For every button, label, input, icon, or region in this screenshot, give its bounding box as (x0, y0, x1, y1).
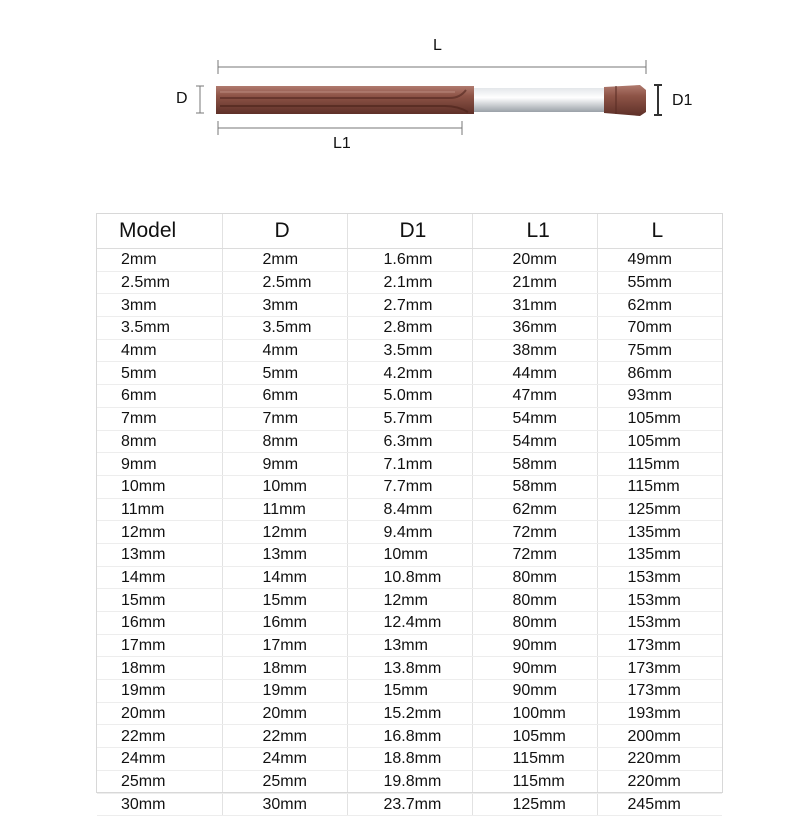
fluted-body (216, 86, 474, 114)
cell-model: 24mm (97, 748, 222, 771)
cell-d1: 2.1mm (347, 271, 472, 294)
cell-l1: 54mm (472, 430, 597, 453)
cell-d1: 18.8mm (347, 748, 472, 771)
cell-l1: 115mm (472, 748, 597, 771)
cell-d1: 6.3mm (347, 430, 472, 453)
cell-l1: 31mm (472, 294, 597, 317)
cell-l: 86mm (597, 362, 722, 385)
table-body (97, 249, 722, 816)
cell-model: 20mm (97, 702, 222, 725)
cell-d: 20mm (222, 702, 347, 725)
table-header-row (97, 214, 722, 249)
cell-l: 153mm (597, 612, 722, 635)
cell-l1: 90mm (472, 680, 597, 703)
cell-l1: 58mm (472, 453, 597, 476)
cell-l: 115mm (597, 453, 722, 476)
cell-d1: 23.7mm (347, 793, 472, 816)
cell-l1: 105mm (472, 725, 597, 748)
header-l: L (597, 214, 722, 249)
cell-model: 12mm (97, 521, 222, 544)
cell-model: 30mm (97, 793, 222, 816)
cell-d1: 19.8mm (347, 770, 472, 793)
cell-d: 25mm (222, 770, 347, 793)
cell-l: 173mm (597, 680, 722, 703)
cell-l: 245mm (597, 793, 722, 816)
table-row (97, 657, 722, 680)
table-row (97, 317, 722, 340)
table-row (97, 770, 722, 793)
cell-l: 173mm (597, 634, 722, 657)
cell-model: 19mm (97, 680, 222, 703)
table-row (97, 475, 722, 498)
table-row (97, 385, 722, 408)
cell-d1: 12.4mm (347, 612, 472, 635)
cell-l: 49mm (597, 249, 722, 272)
cell-model: 10mm (97, 475, 222, 498)
cell-model: 25mm (97, 770, 222, 793)
cell-d: 5mm (222, 362, 347, 385)
table-row (97, 725, 722, 748)
cell-d: 9mm (222, 453, 347, 476)
cell-l: 173mm (597, 657, 722, 680)
cell-l1: 115mm (472, 770, 597, 793)
cell-model: 5mm (97, 362, 222, 385)
cell-l: 135mm (597, 521, 722, 544)
cell-d1: 2.8mm (347, 317, 472, 340)
cell-l: 105mm (597, 430, 722, 453)
cell-l: 153mm (597, 566, 722, 589)
cell-model: 2mm (97, 249, 222, 272)
cell-l1: 20mm (472, 249, 597, 272)
shank (474, 88, 608, 112)
cell-model: 9mm (97, 453, 222, 476)
header-l1: L1 (472, 214, 597, 249)
cell-d: 3mm (222, 294, 347, 317)
table-row (97, 498, 722, 521)
cell-d: 13mm (222, 543, 347, 566)
cell-l1: 80mm (472, 566, 597, 589)
table-row (97, 543, 722, 566)
cell-model: 11mm (97, 498, 222, 521)
table-row (97, 589, 722, 612)
cell-model: 4mm (97, 339, 222, 362)
cell-l1: 54mm (472, 407, 597, 430)
cell-model: 17mm (97, 634, 222, 657)
header-d1: D1 (347, 214, 472, 249)
cell-d1: 9.4mm (347, 521, 472, 544)
table-row (97, 339, 722, 362)
cell-d: 18mm (222, 657, 347, 680)
cell-d: 14mm (222, 566, 347, 589)
cell-l1: 21mm (472, 271, 597, 294)
cell-d: 15mm (222, 589, 347, 612)
cell-l: 93mm (597, 385, 722, 408)
label-L1: L1 (333, 135, 351, 152)
cell-model: 3.5mm (97, 317, 222, 340)
table-row (97, 362, 722, 385)
cell-l: 70mm (597, 317, 722, 340)
cell-l1: 36mm (472, 317, 597, 340)
cell-d1: 10mm (347, 543, 472, 566)
cell-model: 14mm (97, 566, 222, 589)
cell-d: 11mm (222, 498, 347, 521)
cell-d: 22mm (222, 725, 347, 748)
cell-d1: 2.7mm (347, 294, 472, 317)
table-row (97, 702, 722, 725)
cell-d: 10mm (222, 475, 347, 498)
cell-model: 2.5mm (97, 271, 222, 294)
reamer-diagram (0, 0, 800, 190)
cell-l1: 72mm (472, 521, 597, 544)
label-D: D (176, 90, 188, 107)
cell-d1: 8.4mm (347, 498, 472, 521)
cell-l: 220mm (597, 748, 722, 771)
cell-l: 153mm (597, 589, 722, 612)
cell-model: 18mm (97, 657, 222, 680)
cell-l1: 80mm (472, 612, 597, 635)
label-L: L (433, 37, 442, 54)
cell-d1: 12mm (347, 589, 472, 612)
header-model: Model (97, 214, 222, 249)
cell-d1: 1.6mm (347, 249, 472, 272)
cell-l1: 62mm (472, 498, 597, 521)
cell-d1: 13mm (347, 634, 472, 657)
spec-table (97, 214, 722, 816)
label-D1: D1 (672, 92, 693, 109)
cell-l: 193mm (597, 702, 722, 725)
cell-d1: 16.8mm (347, 725, 472, 748)
cell-d: 7mm (222, 407, 347, 430)
cell-d: 16mm (222, 612, 347, 635)
cell-d: 8mm (222, 430, 347, 453)
cell-d: 2.5mm (222, 271, 347, 294)
cell-d1: 5.7mm (347, 407, 472, 430)
cell-d: 19mm (222, 680, 347, 703)
cell-d: 30mm (222, 793, 347, 816)
cell-d1: 7.1mm (347, 453, 472, 476)
cell-d: 17mm (222, 634, 347, 657)
cell-d: 4mm (222, 339, 347, 362)
cell-l1: 90mm (472, 657, 597, 680)
cell-d: 6mm (222, 385, 347, 408)
cell-d1: 3.5mm (347, 339, 472, 362)
cell-d1: 15mm (347, 680, 472, 703)
cell-l: 62mm (597, 294, 722, 317)
cell-d: 24mm (222, 748, 347, 771)
square-tang (604, 85, 646, 116)
table-row (97, 407, 722, 430)
cell-model: 13mm (97, 543, 222, 566)
cell-l1: 44mm (472, 362, 597, 385)
cell-d1: 5.0mm (347, 385, 472, 408)
cell-d: 12mm (222, 521, 347, 544)
table-row (97, 793, 722, 816)
cell-l1: 58mm (472, 475, 597, 498)
cell-d: 2mm (222, 249, 347, 272)
cell-l: 200mm (597, 725, 722, 748)
cell-model: 15mm (97, 589, 222, 612)
table-row (97, 271, 722, 294)
table-row (97, 748, 722, 771)
cell-l1: 38mm (472, 339, 597, 362)
cell-model: 7mm (97, 407, 222, 430)
table-row (97, 294, 722, 317)
cell-model: 3mm (97, 294, 222, 317)
cell-model: 6mm (97, 385, 222, 408)
cell-d1: 4.2mm (347, 362, 472, 385)
cell-l1: 80mm (472, 589, 597, 612)
table-row (97, 680, 722, 703)
table-row (97, 430, 722, 453)
table-row (97, 566, 722, 589)
table-row (97, 521, 722, 544)
table-row (97, 634, 722, 657)
cell-l1: 125mm (472, 793, 597, 816)
cell-l1: 100mm (472, 702, 597, 725)
table-row (97, 612, 722, 635)
cell-l: 125mm (597, 498, 722, 521)
cell-l: 105mm (597, 407, 722, 430)
cell-l: 75mm (597, 339, 722, 362)
table-row (97, 249, 722, 272)
cell-model: 22mm (97, 725, 222, 748)
cell-d1: 13.8mm (347, 657, 472, 680)
cell-model: 8mm (97, 430, 222, 453)
cell-l: 115mm (597, 475, 722, 498)
cell-d1: 7.7mm (347, 475, 472, 498)
header-d: D (222, 214, 347, 249)
cell-model: 16mm (97, 612, 222, 635)
cell-l1: 90mm (472, 634, 597, 657)
cell-d1: 10.8mm (347, 566, 472, 589)
cell-l: 220mm (597, 770, 722, 793)
cell-l: 135mm (597, 543, 722, 566)
cell-l: 55mm (597, 271, 722, 294)
cell-l1: 72mm (472, 543, 597, 566)
table-row (97, 453, 722, 476)
cell-d1: 15.2mm (347, 702, 472, 725)
cell-l1: 47mm (472, 385, 597, 408)
cell-d: 3.5mm (222, 317, 347, 340)
